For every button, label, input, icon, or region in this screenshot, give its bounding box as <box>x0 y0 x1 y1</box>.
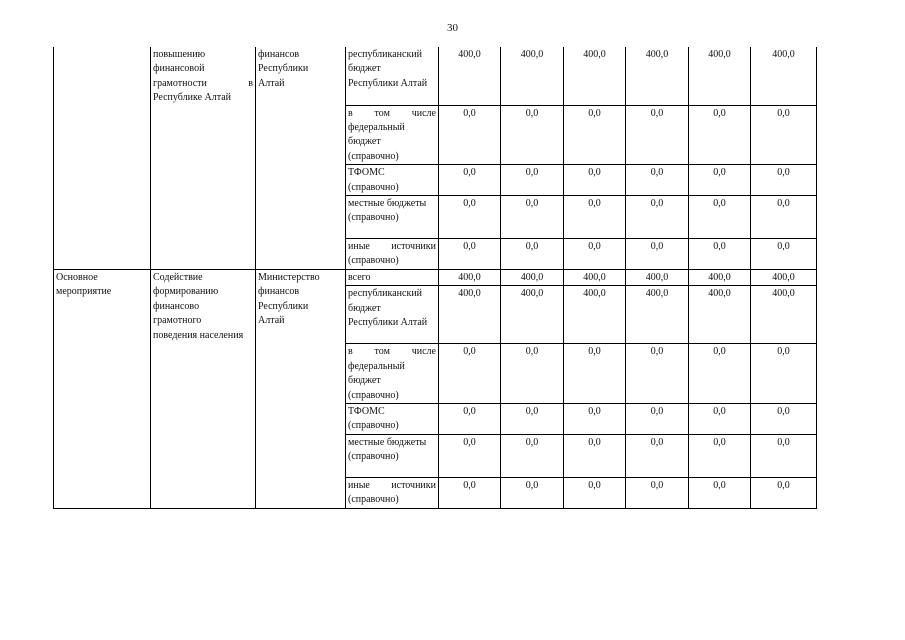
value-cell: 0,0 <box>626 105 689 165</box>
cell-line: формированию <box>153 286 219 298</box>
value-cell: 0,0 <box>439 477 501 508</box>
value-cell: 0,0 <box>626 344 689 404</box>
value-cell: 400,0 <box>501 269 564 285</box>
funding-source-cell <box>346 105 439 165</box>
value-cell: 0,0 <box>439 403 501 434</box>
cell-line: грамотности <box>153 77 207 89</box>
event-type-cell <box>54 47 151 269</box>
cell-line: бюджет <box>348 375 381 387</box>
event-type-cell <box>54 269 151 508</box>
cell-line: республиканский <box>348 49 423 60</box>
cell-line: Содействие <box>153 271 203 283</box>
cell-line: Республики <box>258 63 309 75</box>
value-cell: 0,0 <box>689 477 751 508</box>
cell-line: Алтай <box>258 315 285 327</box>
value-cell: 0,0 <box>501 403 564 434</box>
executor-cell <box>256 269 346 508</box>
cell-line: Республики Алтай <box>348 317 428 329</box>
cell-line-group <box>153 77 253 91</box>
cell-line: повышению <box>153 49 206 60</box>
cell-line: бюджет <box>348 63 381 75</box>
cell-line: ТФОМС <box>348 167 385 179</box>
cell-line: всего <box>348 271 371 283</box>
cell-line: иные источники <box>348 479 436 491</box>
value-cell: 400,0 <box>439 269 501 285</box>
cell-line: ТФОМС <box>348 405 385 417</box>
value-cell: 400,0 <box>689 47 751 105</box>
cell-line: (справочно) <box>348 494 399 506</box>
cell-line: республиканский <box>348 288 423 300</box>
value-cell: 0,0 <box>751 477 817 508</box>
table-body <box>54 47 817 508</box>
value-cell: 400,0 <box>501 47 564 105</box>
cell-line: местные бюджеты <box>348 436 427 448</box>
value-cell: 0,0 <box>501 195 564 238</box>
table-row <box>54 269 817 285</box>
value-cell: 0,0 <box>439 238 501 269</box>
funding-source-cell <box>346 47 439 105</box>
value-cell: 0,0 <box>626 238 689 269</box>
cell-line: Республике Алтай <box>153 92 231 104</box>
cell-line: финансов <box>258 286 300 298</box>
value-cell: 400,0 <box>564 269 626 285</box>
value-cell: 0,0 <box>564 477 626 508</box>
value-cell: 0,0 <box>626 434 689 477</box>
cell-line: Республики Алтай <box>348 77 428 89</box>
value-cell: 0,0 <box>564 238 626 269</box>
value-cell: 0,0 <box>564 403 626 434</box>
value-cell: 0,0 <box>439 105 501 165</box>
cell-line: финансово <box>153 300 200 312</box>
value-cell: 0,0 <box>564 434 626 477</box>
value-cell: 0,0 <box>564 165 626 196</box>
funding-source-cell <box>346 269 439 285</box>
value-cell: 0,0 <box>564 105 626 165</box>
event-name-cell <box>151 269 256 508</box>
value-cell: 0,0 <box>501 434 564 477</box>
funding-source-cell <box>346 344 439 404</box>
value-cell: 0,0 <box>501 165 564 196</box>
value-cell: 0,0 <box>439 434 501 477</box>
cell-line: финансовой <box>153 63 205 75</box>
value-cell: 0,0 <box>751 165 817 196</box>
funding-source-cell <box>346 238 439 269</box>
cell-line: грамотного <box>153 315 202 327</box>
value-cell: 0,0 <box>689 165 751 196</box>
value-cell: 0,0 <box>501 238 564 269</box>
value-cell: 0,0 <box>439 344 501 404</box>
value-cell: 400,0 <box>751 269 817 285</box>
cell-line: иные источники <box>348 240 436 252</box>
cell-line: бюджет <box>348 302 381 314</box>
event-name-cell <box>151 47 256 269</box>
value-cell: 0,0 <box>439 165 501 196</box>
cell-line: Республики <box>258 300 309 312</box>
value-cell: 0,0 <box>689 344 751 404</box>
cell-line: (справочно) <box>348 420 399 432</box>
cell-line: (справочно) <box>348 255 399 267</box>
cell-line: поведения населения <box>153 329 244 341</box>
budget-table <box>53 47 817 509</box>
value-cell: 400,0 <box>501 286 564 344</box>
cell-line: в том числе <box>348 107 436 119</box>
value-cell: 0,0 <box>689 434 751 477</box>
value-cell: 0,0 <box>689 105 751 165</box>
value-cell: 0,0 <box>751 195 817 238</box>
cell-line: (справочно) <box>348 150 399 162</box>
value-cell: 0,0 <box>751 238 817 269</box>
value-cell: 0,0 <box>751 403 817 434</box>
value-cell: 0,0 <box>501 477 564 508</box>
value-cell: 0,0 <box>626 403 689 434</box>
value-cell: 400,0 <box>689 286 751 344</box>
funding-source-cell <box>346 477 439 508</box>
value-cell: 0,0 <box>626 195 689 238</box>
cell-line: (справочно) <box>348 451 399 463</box>
funding-source-cell <box>346 195 439 238</box>
cell-line: Основное <box>56 271 98 283</box>
cell-line: Министерство <box>258 271 320 283</box>
value-cell: 0,0 <box>626 165 689 196</box>
cell-line: в <box>248 77 253 89</box>
value-cell: 0,0 <box>689 195 751 238</box>
value-cell: 0,0 <box>501 344 564 404</box>
value-cell: 400,0 <box>564 286 626 344</box>
funding-source-cell <box>346 165 439 196</box>
value-cell: 0,0 <box>689 238 751 269</box>
value-cell: 0,0 <box>689 403 751 434</box>
funding-source-cell <box>346 286 439 344</box>
value-cell: 400,0 <box>564 47 626 105</box>
cell-line: Алтай <box>258 77 285 89</box>
cell-line: мероприятие <box>56 286 112 298</box>
value-cell: 0,0 <box>751 344 817 404</box>
value-cell: 0,0 <box>564 344 626 404</box>
value-cell: 400,0 <box>689 269 751 285</box>
cell-line: (справочно) <box>348 389 399 401</box>
page-number: 30 <box>447 22 458 34</box>
cell-line: (справочно) <box>348 181 399 193</box>
table-row <box>54 47 817 105</box>
cell-line: финансов <box>258 49 300 60</box>
value-cell: 400,0 <box>439 286 501 344</box>
value-cell: 0,0 <box>439 195 501 238</box>
cell-line: местные бюджеты <box>348 197 427 209</box>
cell-line: в том числе <box>348 346 436 358</box>
value-cell: 400,0 <box>626 286 689 344</box>
value-cell: 400,0 <box>626 47 689 105</box>
cell-line: федеральный <box>348 121 405 133</box>
cell-line: (справочно) <box>348 212 399 224</box>
value-cell: 0,0 <box>501 105 564 165</box>
cell-line: федеральный <box>348 360 405 372</box>
funding-source-cell <box>346 403 439 434</box>
cell-line: бюджет <box>348 136 381 148</box>
value-cell: 400,0 <box>751 286 817 344</box>
funding-source-cell <box>346 434 439 477</box>
value-cell: 400,0 <box>626 269 689 285</box>
value-cell: 0,0 <box>751 105 817 165</box>
value-cell: 0,0 <box>564 195 626 238</box>
value-cell: 400,0 <box>439 47 501 105</box>
executor-cell <box>256 47 346 269</box>
value-cell: 400,0 <box>751 47 817 105</box>
value-cell: 0,0 <box>626 477 689 508</box>
value-cell: 0,0 <box>751 434 817 477</box>
